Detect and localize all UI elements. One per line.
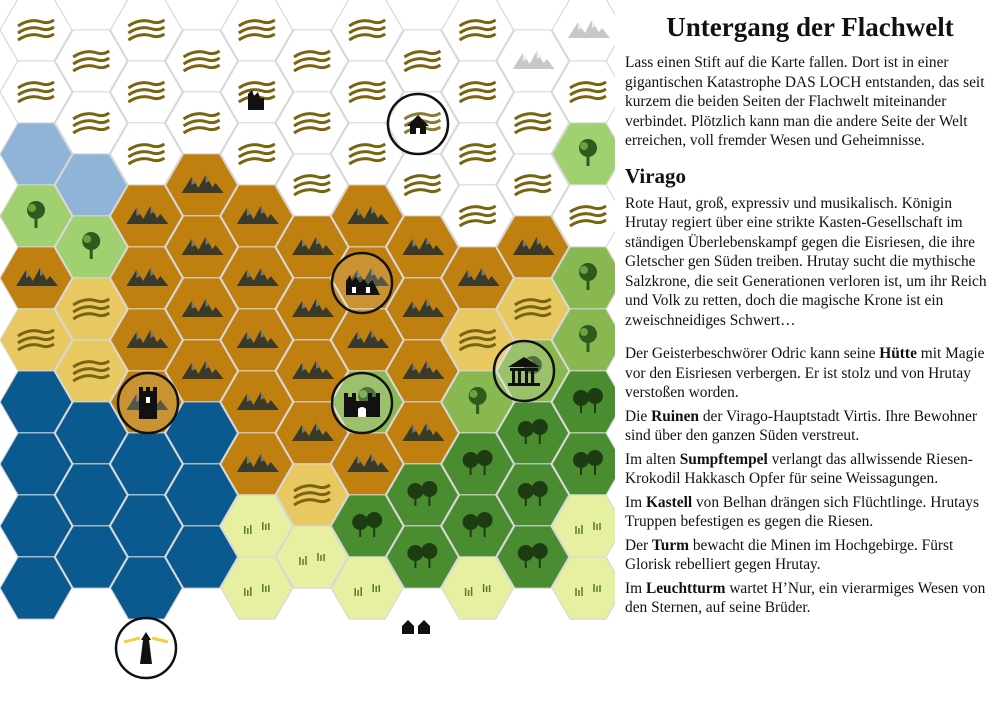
tower-marker[interactable] — [118, 373, 178, 433]
ruins-marker[interactable] — [332, 253, 392, 313]
location-keyword: Hütte — [879, 345, 917, 363]
hut-marker[interactable] — [388, 94, 448, 154]
location-keyword: Ruinen — [651, 407, 699, 425]
village-icon — [402, 620, 430, 634]
location-lighthouse: Im Leuchtturm wartet H’Nur, ein vierarmiges Wesen von den Sternen, auf seine Brüder. — [625, 579, 986, 617]
location-temple: Im alten Sumpftempel verlangt das allwissende Riesen-Krokodil Hakkasch Opfer für seine Weissagungen. — [625, 450, 973, 488]
intro-text: Lass einen Stift auf die Karte fallen. Dort ist in einer gigantischen Katastrophe DAS LOCH entstanden, das seit kurzem die beiden Seiten der Flachwelt miteinander verbindet. Plötzlich kann man die andere Seite der Welt erreichen, voll fremder Wesen und Geheimnisse. — [625, 54, 985, 150]
lighthouse-marker[interactable] — [116, 618, 176, 678]
location-keyword: Leuchtturm — [645, 579, 726, 597]
location-list — [625, 344, 995, 618]
section-text: Rote Haut, groß, expressiv und musikalisch. Königin Hrutay regiert über eine strikte Kasten-Gesellschaft im ständigen Überlebenskampf gegen die Eisriesen, die ihre Gletscher gen Süden treiben. Hrutay sucht die mythische Salzkrone, die seit Generationen verloren ist, um ihr Reich und Volk zu retten, doch die magische Krone ist ein zweischneidiges Schwert… — [625, 194, 987, 329]
story-panel — [625, 12, 995, 622]
location-keyword: Kastell — [645, 493, 693, 511]
temple-marker[interactable] — [494, 341, 554, 401]
castle-marker[interactable] — [332, 373, 392, 433]
location-castle: Im Kastell von Belhan drängen sich Flüchtlinge. Hrutays Truppen befestigen es gegen die Riesen. — [625, 493, 979, 531]
location-keyword: Sumpftempel — [679, 450, 768, 468]
section-title: Virago — [625, 163, 687, 188]
location-ruins: Die Ruinen der Virago-Hauptstadt Virtis. Ihre Bewohner sind über den ganzen Süden verstreut. — [625, 407, 977, 445]
tower-icon — [139, 387, 157, 419]
location-hut: Der Geisterbeschwörer Odric kann seine Hütte mit Magie vor den Eisriesen verbergen. Er ist stolz und von Hrutay verstoßen worden. — [625, 345, 985, 402]
page-title: Untergang der Flachwelt — [666, 12, 954, 42]
location-keyword: Turm — [651, 536, 689, 554]
location-tower: Der Turm bewacht die Minen im Hochgebirge. Fürst Glorisk rebelliert gegen Hrutay. — [625, 536, 954, 574]
